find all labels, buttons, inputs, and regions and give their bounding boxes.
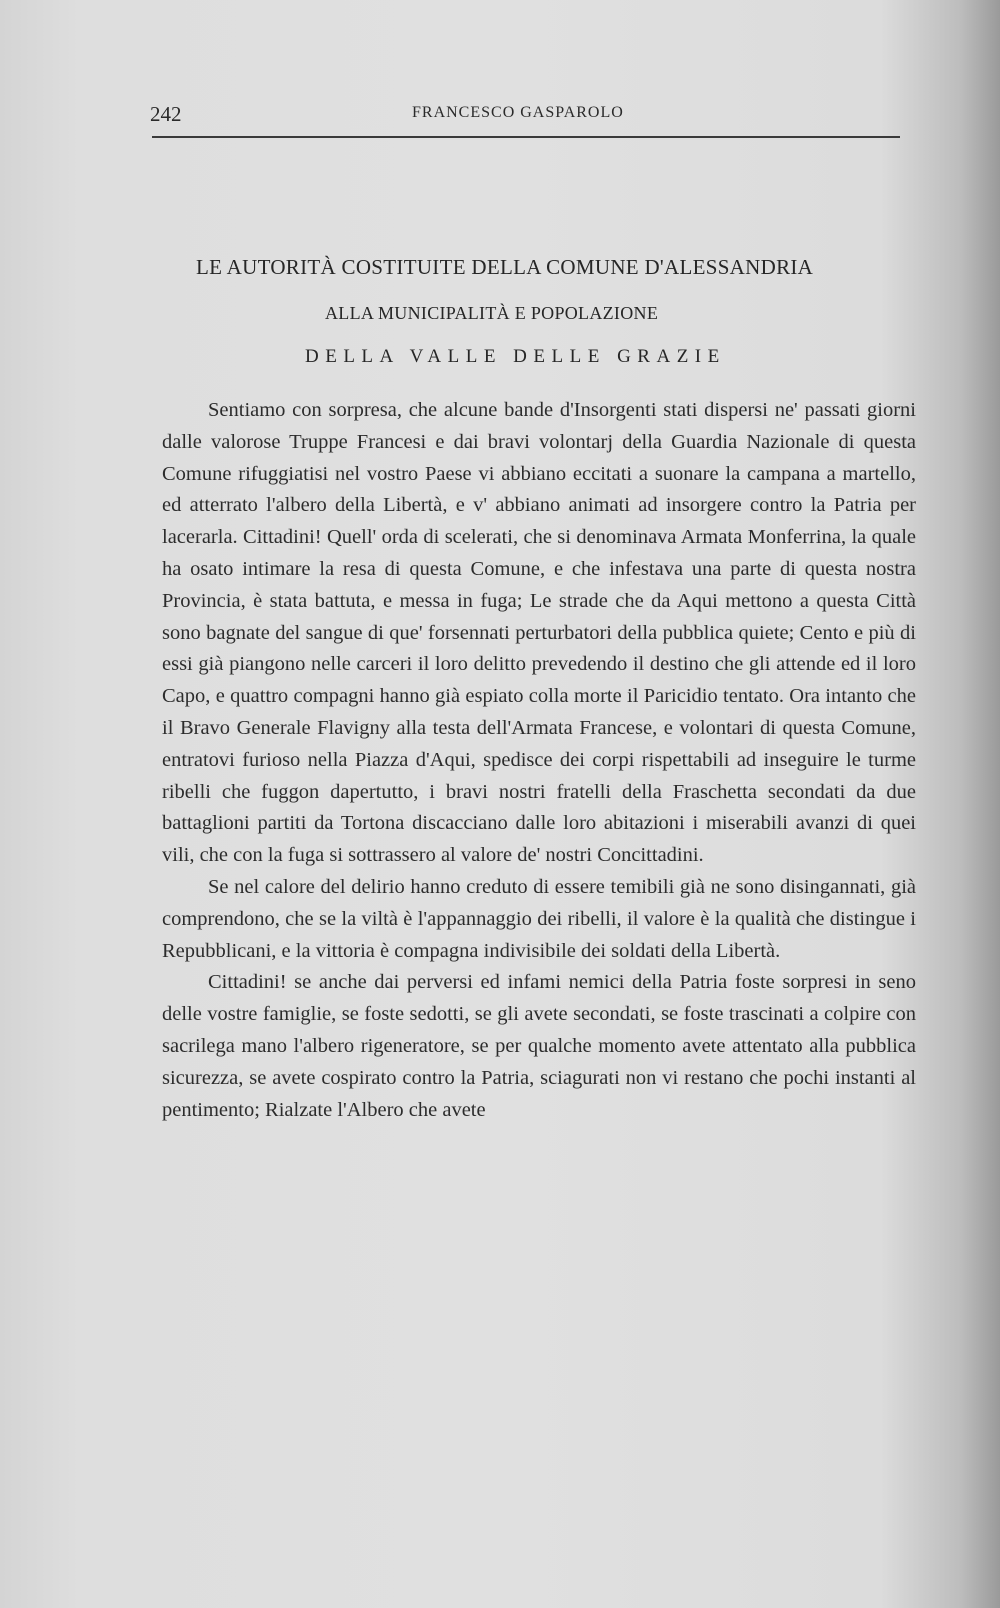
header-rule <box>152 136 900 138</box>
page-number: 242 <box>150 102 182 126</box>
paragraph: Sentiamo con sorpresa, che alcune bande d'Insorgenti stati dispersi ne' passati giorni dalle valorose Truppe Francesi e dai bravi volontarj della Guardia Nazionale di questa Comune rifuggiatisi nel vostro Paese vi abbiano eccitati a suonare la campana a martello, ed atterrato l'albero della Libertà, e v' abbiano animati ad insorgere contro la Patria per lacerarla. Cittadini! Quell' orda di scelerati, che si denominava Armata Monferrina, la quale ha osato intimare la resa di questa Comune, e che infestava una parte di questa nostra Provincia, è stata battuta, e messa in fuga; Le strade che da Aqui mettono a questa Città sono bagnate del sangue di que' forsennati perturbatori della pubblica quiete; Cento e più di essi già piangono nelle carceri il loro delitto prevedendo il destino che gli attende ed il loro Capo, e quattro compagni hanno già espiato colla morte il Paricidio tentato. Ora intanto che il Bravo Generale Flavigny alla testa dell'Armata Francese, e volontari di questa Comune, entratovi furioso nella Piazza d'Aqui, spedisce dei corpi rispettabili ad inseguire le turme ribelli che fuggon dapertutto, i bravi nostri fratelli della Fraschetta secondati da due battaglioni partiti da Tortona discacciano dalle loro abitazioni i miserabili avanzi di quei vili, che con la fuga si sottrassero al valore de' nostri Concittadini. <box>162 399 916 867</box>
body-text <box>162 395 916 1126</box>
document-title-line-3: DELLA VALLE DELLE GRAZIE <box>305 346 726 367</box>
paragraph: Cittadini! se anche dai perversi ed infami nemici della Patria foste sorpresi in seno delle vostre famiglie, se foste sedotti, se gli avete secondati, se foste trascinati a colpire con sacrilega mano l'albero rigeneratore, se per qualche momento avete attentato alla pubblica sicurezza, se avete cospirato contro la Patria, sciagurati non vi restano che pochi instanti al pentimento; Rialzate l'Albero che avete <box>162 971 916 1121</box>
page-header <box>150 100 898 140</box>
document-title-line-2: ALLA MUNICIPALITÀ E POPOLAZIONE <box>325 303 659 323</box>
running-title: FRANCESCO GASPAROLO <box>412 104 624 121</box>
paragraph: Se nel calore del delirio hanno creduto di essere temibili già ne sono disingannati, già comprendono, che se la viltà è l'appannaggio dei ribelli, il valore è la qualità che distingue i Repubblicani, e la vittoria è compagna indivisibile dei soldati della Libertà. <box>162 875 916 962</box>
document-title-line-1: LE AUTORITÀ COSTITUITE DELLA COMUNE D'ALESSANDRIA <box>196 255 814 279</box>
